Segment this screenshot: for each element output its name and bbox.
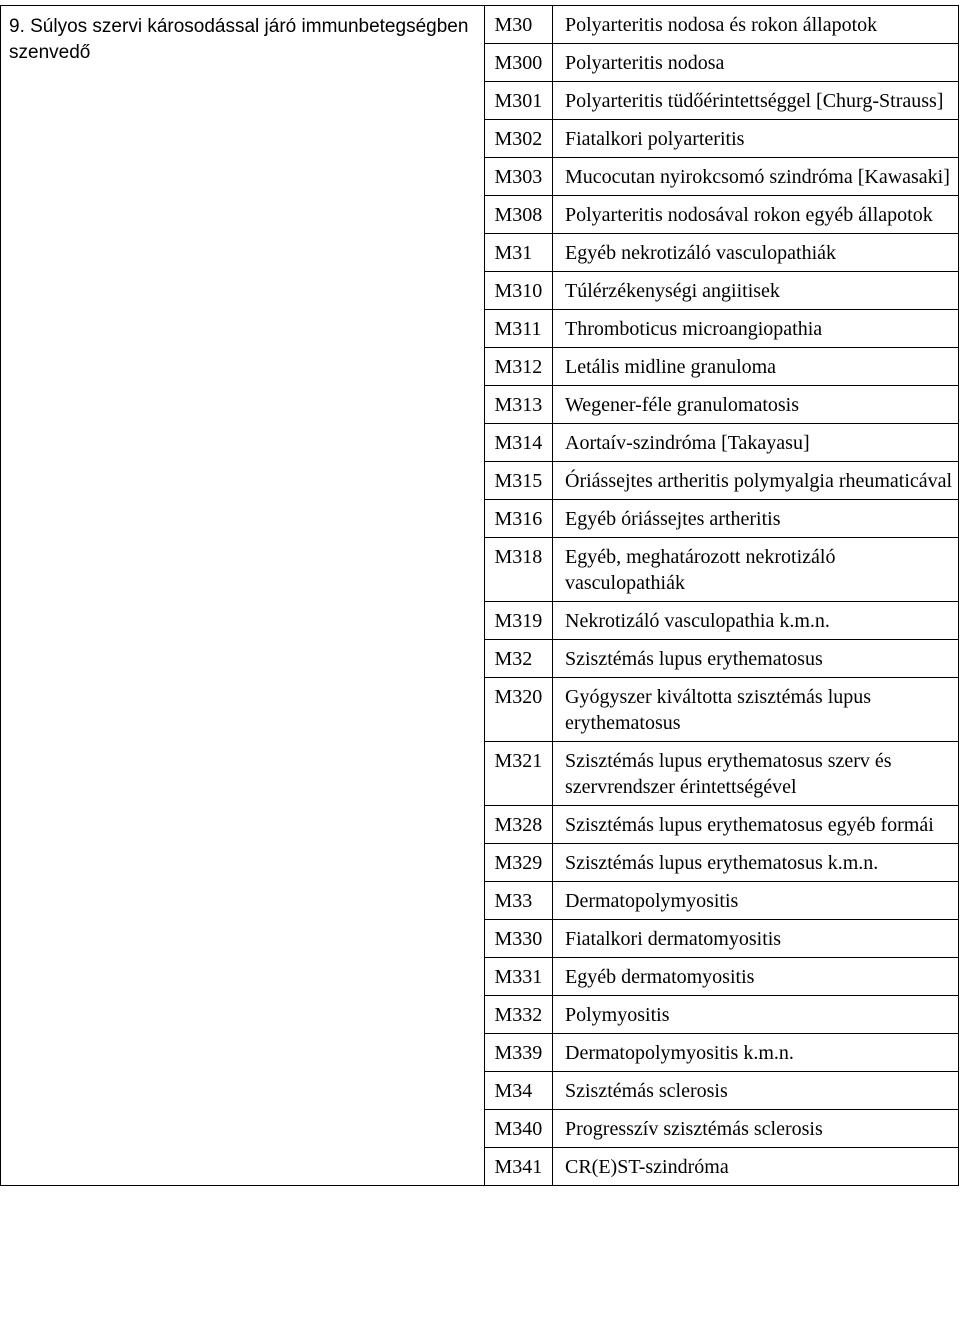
code-cell: M314 (485, 424, 553, 462)
description-cell: Polyarteritis nodosa (553, 44, 959, 82)
codes-cell (484, 6, 959, 1186)
code-cell: M341 (485, 1148, 553, 1186)
description-cell: Szisztémás lupus erythematosus szerv és szervrendszer érintettségével (553, 742, 959, 806)
description-cell: Polyarteritis tüdőérintettséggel [Churg-Strauss] (553, 82, 959, 120)
code-cell: M313 (485, 386, 553, 424)
table-row (485, 538, 959, 602)
code-cell: M300 (485, 44, 553, 82)
table-row (485, 462, 959, 500)
table-row (485, 82, 959, 120)
table-row (485, 44, 959, 82)
description-cell: Polyarteritis nodosa és rokon állapotok (553, 6, 959, 44)
code-cell: M315 (485, 462, 553, 500)
category-cell (1, 6, 485, 1186)
code-cell: M319 (485, 602, 553, 640)
description-cell: Letális midline granuloma (553, 348, 959, 386)
table-row (485, 348, 959, 386)
description-cell: Szisztémás lupus erythematosus egyéb formái (553, 806, 959, 844)
table-row (485, 678, 959, 742)
description-cell: Aortaív-szindróma [Takayasu] (553, 424, 959, 462)
table-row (485, 602, 959, 640)
code-cell: M30 (485, 6, 553, 44)
code-cell: M312 (485, 348, 553, 386)
table-row (485, 500, 959, 538)
description-cell: Egyéb óriássejtes artheritis (553, 500, 959, 538)
description-cell: Gyógyszer kiváltotta szisztémás lupus erythematosus (553, 678, 959, 742)
code-cell: M328 (485, 806, 553, 844)
description-cell: Egyéb dermatomyositis (553, 958, 959, 996)
description-cell: Nekrotizáló vasculopathia k.m.n. (553, 602, 959, 640)
description-cell: Fiatalkori dermatomyositis (553, 920, 959, 958)
table-row (485, 424, 959, 462)
code-cell: M34 (485, 1072, 553, 1110)
description-cell: Dermatopolymyositis (553, 882, 959, 920)
table-row (485, 310, 959, 348)
description-cell: Óriássejtes artheritis polymyalgia rheumaticával (553, 462, 959, 500)
description-cell: Progresszív szisztémás sclerosis (553, 1110, 959, 1148)
code-cell: M339 (485, 1034, 553, 1072)
code-cell: M340 (485, 1110, 553, 1148)
code-cell: M331 (485, 958, 553, 996)
code-cell: M329 (485, 844, 553, 882)
table-row (485, 386, 959, 424)
table-row (485, 6, 959, 44)
code-cell: M301 (485, 82, 553, 120)
description-cell: Mucocutan nyirokcsomó szindróma [Kawasaki] (553, 158, 959, 196)
table-row (485, 958, 959, 996)
category-label: 9. Súlyos szervi károsodással járó immunbetegségben szenvedő (9, 16, 469, 63)
code-cell: M332 (485, 996, 553, 1034)
table-row (485, 1110, 959, 1148)
codes-table-body (485, 6, 959, 1185)
table-row (485, 996, 959, 1034)
code-cell: M33 (485, 882, 553, 920)
table-row (485, 196, 959, 234)
description-cell: Szisztémás sclerosis (553, 1072, 959, 1110)
description-cell: Egyéb, meghatározott nekrotizáló vasculopathiák (553, 538, 959, 602)
description-cell: Fiatalkori polyarteritis (553, 120, 959, 158)
description-cell: Szisztémás lupus erythematosus (553, 640, 959, 678)
description-cell: Szisztémás lupus erythematosus k.m.n. (553, 844, 959, 882)
code-cell: M321 (485, 742, 553, 806)
table-row (485, 1034, 959, 1072)
table-row (485, 742, 959, 806)
category-row (1, 6, 959, 1186)
code-cell: M31 (485, 234, 553, 272)
description-cell: Polymyositis (553, 996, 959, 1034)
eligibility-table (0, 5, 959, 1186)
table-row (485, 272, 959, 310)
code-cell: M302 (485, 120, 553, 158)
table-row (485, 640, 959, 678)
table-row (485, 1072, 959, 1110)
code-cell: M310 (485, 272, 553, 310)
table-row (485, 844, 959, 882)
code-cell: M318 (485, 538, 553, 602)
codes-table (485, 6, 959, 1185)
table-row (485, 120, 959, 158)
table-row (485, 234, 959, 272)
code-cell: M311 (485, 310, 553, 348)
table-row (485, 1148, 959, 1186)
description-cell: Egyéb nekrotizáló vasculopathiák (553, 234, 959, 272)
description-cell: CR(E)ST-szindróma (565, 1156, 729, 1178)
code-cell: M320 (485, 678, 553, 742)
code-cell: M303 (485, 158, 553, 196)
code-cell: M32 (485, 640, 553, 678)
table-row (485, 158, 959, 196)
description-cell: Túlérzékenységi angiitisek (553, 272, 959, 310)
code-cell: M308 (485, 196, 553, 234)
description-cell: Dermatopolymyositis k.m.n. (553, 1034, 959, 1072)
description-cell: Polyarteritis nodosával rokon egyéb állapotok (553, 196, 959, 234)
code-cell: M330 (485, 920, 553, 958)
description-cell: Thromboticus microangiopathia (553, 310, 959, 348)
description-cell: Wegener-féle granulomatosis (553, 386, 959, 424)
table-row (485, 920, 959, 958)
code-cell: M316 (485, 500, 553, 538)
table-row (485, 882, 959, 920)
table-row (485, 806, 959, 844)
